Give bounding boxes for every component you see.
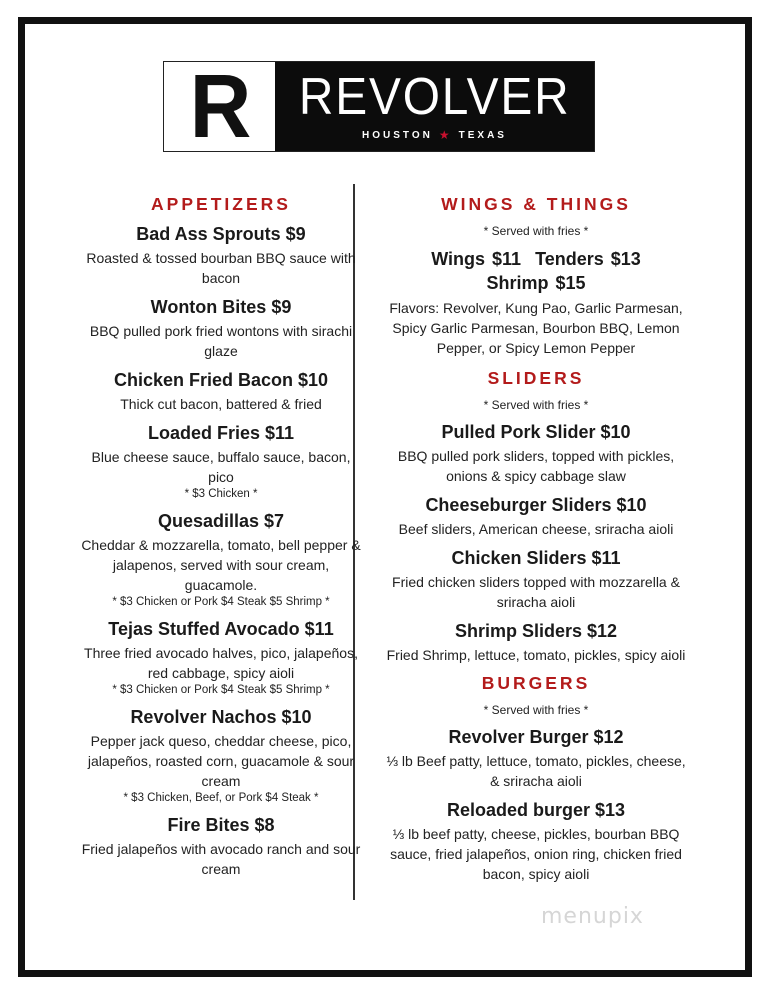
item-name: Fire Bites $8 — [167, 815, 275, 835]
logo-word: REVOLVER — [298, 68, 571, 126]
item-name: Bad Ass Sprouts $9 — [136, 224, 306, 244]
tenders-price: Tenders $13 — [535, 249, 641, 269]
item-note: * $3 Chicken * — [184, 488, 258, 500]
served-note: * Served with fries * — [483, 224, 589, 238]
right-column — [383, 194, 689, 892]
menu-item — [80, 422, 362, 502]
item-name: Revolver Nachos $10 — [130, 707, 312, 727]
item-name: Tejas Stuffed Avocado $11 — [108, 619, 334, 639]
menu-item — [383, 494, 689, 539]
item-name: Shrimp Sliders $12 — [454, 621, 618, 641]
item-desc: Thick cut bacon, battered & fried — [120, 396, 322, 412]
menu-item — [383, 421, 689, 486]
menu-item — [80, 814, 362, 879]
appetizers-title: APPETIZERS — [151, 194, 291, 214]
logo-location — [362, 128, 507, 142]
logo-letter: R — [189, 56, 250, 157]
item-name: Cheeseburger Sliders $10 — [425, 495, 647, 515]
item-name: Chicken Sliders $11 — [451, 548, 621, 568]
item-note: * $3 Chicken or Pork $4 Steak $5 Shrimp * — [112, 596, 330, 608]
item-name: Reloaded burger $13 — [446, 800, 626, 820]
item-note: * $3 Chicken or Pork $4 Steak $5 Shrimp * — [112, 684, 330, 696]
menu-item — [80, 510, 362, 610]
shrimp-price: Shrimp $15 — [486, 273, 586, 293]
menu-frame — [18, 17, 752, 977]
menu-item — [80, 706, 362, 806]
item-desc: Beef sliders, American cheese, sriracha aioli — [398, 521, 674, 537]
item-desc: ⅓ lb Beef patty, lettuce, tomato, pickles, cheese, & sriracha aioli — [386, 753, 686, 789]
item-desc: Three fried avocado halves, pico, jalapeños, red cabbage, spicy aioli — [84, 645, 358, 681]
appetizers-column — [80, 194, 362, 887]
logo-wordmark — [275, 62, 594, 151]
item-desc: Fried chicken sliders topped with mozzarella & sriracha aioli — [392, 574, 680, 610]
item-name: Loaded Fries $11 — [147, 423, 295, 443]
wings-price: Wings $11 — [431, 249, 522, 269]
item-name: Pulled Pork Slider $10 — [441, 422, 631, 442]
menupix-watermark: menupix — [541, 904, 644, 929]
item-desc: Pepper jack queso, cheddar cheese, pico, jalapeños, roasted corn, guacamole & sour cream — [87, 733, 355, 789]
logo-letter-block — [164, 56, 275, 157]
logo-city: HOUSTON — [362, 129, 433, 141]
menu-item — [383, 620, 689, 665]
item-desc: BBQ pulled pork sliders, topped with pickles, onions & spicy cabbage slaw — [397, 448, 675, 484]
item-note: * $3 Chicken, Beef, or Pork $4 Steak * — [123, 792, 319, 804]
logo-state: TEXAS — [458, 129, 507, 141]
item-desc: ⅓ lb beef patty, cheese, pickles, bourban BBQ sauce, fried jalapeños, onion ring, chicken fried bacon, spicy aioli — [390, 826, 682, 882]
menu-item — [80, 618, 362, 698]
menu-item — [80, 296, 362, 361]
item-desc: Fried jalapeños with avocado ranch and sour cream — [81, 841, 361, 877]
served-note: * Served with fries * — [483, 398, 589, 412]
item-desc: Blue cheese sauce, buffalo sauce, bacon, pico — [91, 449, 351, 485]
item-desc: Roasted & tossed bourban BBQ sauce with bacon — [86, 250, 356, 286]
menu-item — [383, 799, 689, 884]
wing-flavors: Flavors: Revolver, Kung Pao, Garlic Parmesan, Spicy Garlic Parmesan, Bourbon BBQ, Lemon Pepper, or Spicy Lemon Pepper — [389, 300, 683, 356]
menu-item — [383, 726, 689, 791]
wings-prices — [383, 247, 689, 271]
sliders-title: SLIDERS — [487, 368, 585, 388]
item-desc: Cheddar & mozzarella, tomato, bell pepper & jalapenos, served with sour cream, guacamole. — [81, 537, 361, 593]
burgers-title: BURGERS — [481, 673, 591, 693]
menu-item — [80, 369, 362, 414]
item-desc: Fried Shrimp, lettuce, tomato, pickles, spicy aioli — [386, 647, 686, 663]
item-name: Wonton Bites $9 — [150, 297, 292, 317]
item-desc: BBQ pulled pork fried wontons with sirachi glaze — [89, 323, 353, 359]
revolver-logo — [163, 56, 595, 157]
texas-star-icon: ★ — [438, 128, 453, 142]
wings-title: WINGS & THINGS — [441, 194, 631, 214]
menu-item — [80, 223, 362, 288]
item-name: Revolver Burger $12 — [448, 727, 624, 747]
item-name: Chicken Fried Bacon $10 — [113, 370, 329, 390]
menu-item — [383, 547, 689, 612]
item-name: Quesadillas $7 — [157, 511, 285, 531]
served-note: * Served with fries * — [483, 703, 589, 717]
